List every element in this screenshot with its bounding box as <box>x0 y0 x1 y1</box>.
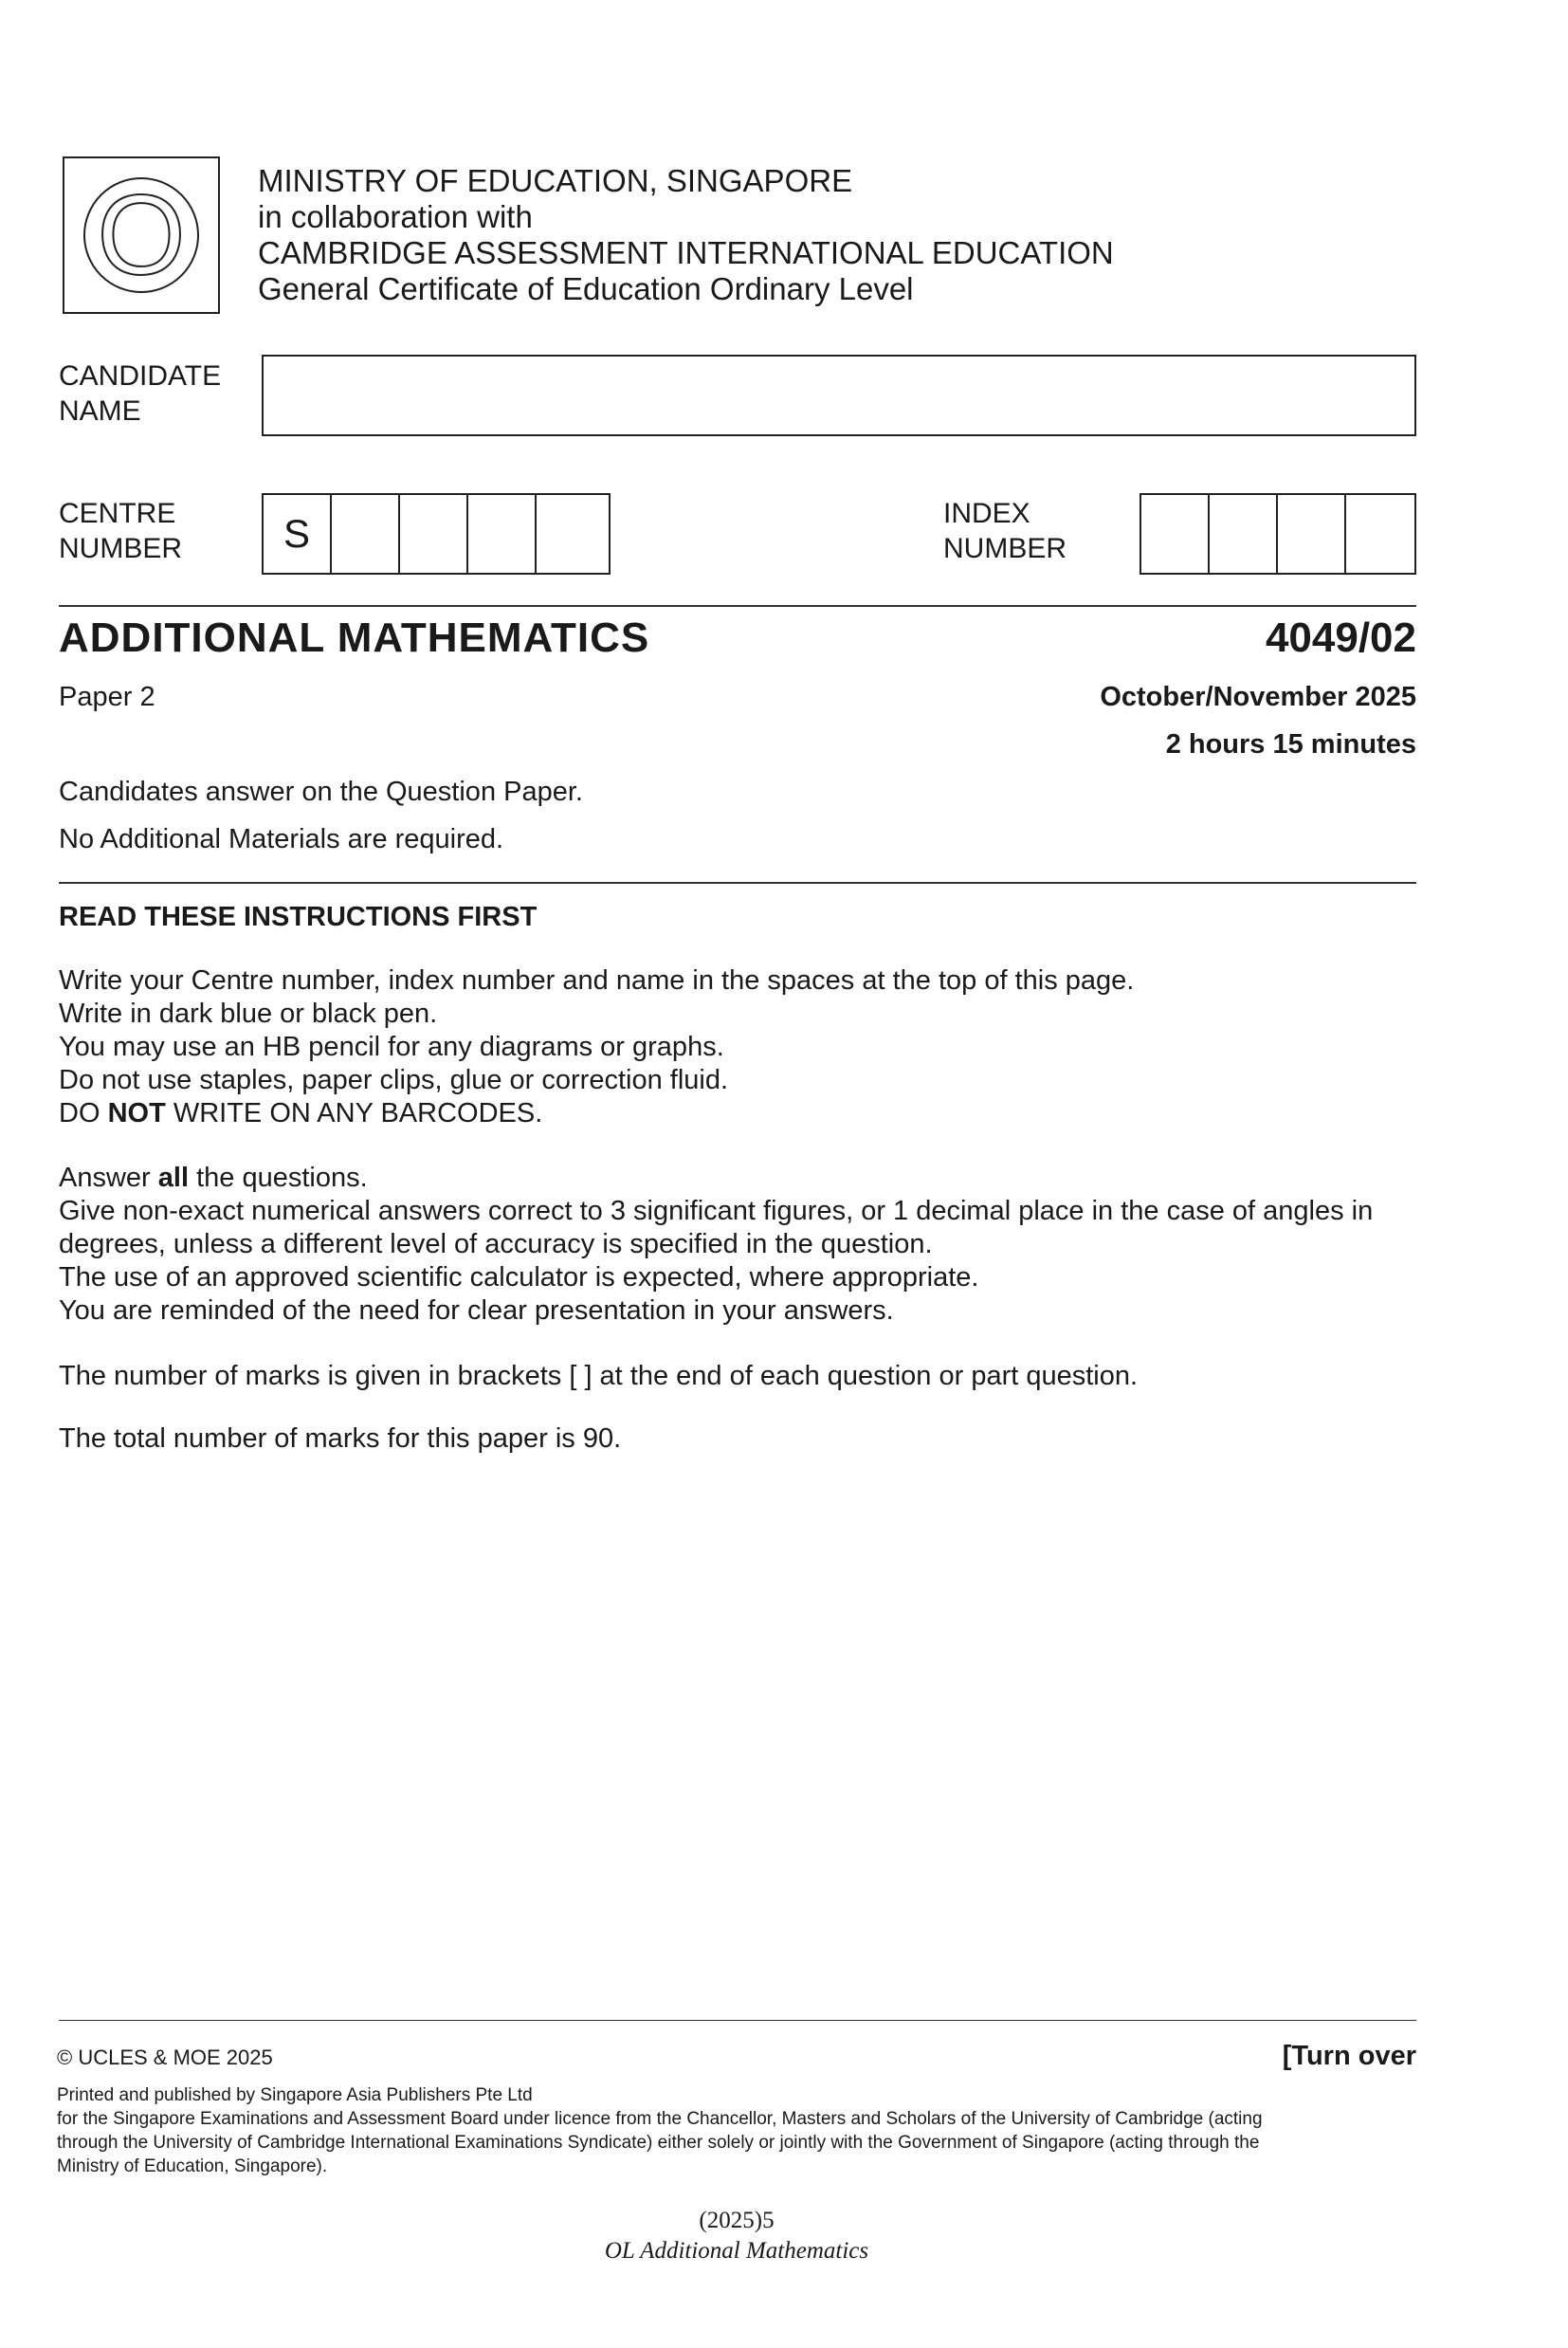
exam-logo <box>63 156 220 314</box>
instruction-line-barcodes <box>59 1097 1134 1130</box>
header-line-certificate: General Certificate of Education Ordinary Level <box>258 271 914 306</box>
instruction-line: The use of an approved scientific calculator is expected, where appropriate. <box>59 1262 979 1293</box>
centre-number-label-line1: CENTRE <box>59 498 176 529</box>
index-number-digit-box[interactable] <box>1346 495 1414 573</box>
publisher-line: Ministry of Education, Singapore). <box>57 2156 328 2176</box>
centre-number-digit-box[interactable] <box>400 495 468 573</box>
divider <box>59 882 1416 884</box>
footer-subject: OL Additional Mathematics <box>604 2238 869 2264</box>
centre-number-digit-box[interactable] <box>332 495 400 573</box>
logo-letter: O <box>97 172 186 299</box>
instruction-line-answer-all <box>59 1162 1373 1195</box>
instruction-text: Answer <box>59 1163 158 1193</box>
materials-line-2: No Additional Materials are required. <box>59 824 504 854</box>
exam-duration: 2 hours 15 minutes <box>1165 729 1416 760</box>
instruction-line: Give non-exact numerical answers correct to 3 significant figures, or 1 decimal place in the case of angles in <box>59 1196 1374 1226</box>
copyright: © UCLES & MOE 2025 <box>57 2045 273 2069</box>
footer-divider <box>59 2020 1416 2021</box>
centre-number-boxes <box>262 493 611 575</box>
paper-code: 4049/02 <box>1265 615 1416 661</box>
instructions-block-1 <box>59 964 1134 1130</box>
candidate-name-label <box>59 358 221 429</box>
index-number-digit-box[interactable] <box>1141 495 1210 573</box>
exam-session: October/November 2025 <box>1100 682 1416 712</box>
centre-number-label-line2: NUMBER <box>59 533 183 564</box>
candidate-name-label-line2: NAME <box>59 395 141 427</box>
total-marks-note: The total number of marks for this paper is 90. <box>59 1423 622 1454</box>
marks-note: The number of marks is given in brackets [ ] at the end of each question or part question. <box>59 1361 1139 1391</box>
index-number-boxes <box>1140 493 1416 575</box>
index-number-label-line1: INDEX <box>943 498 1030 529</box>
instruction-line: Write in dark blue or black pen. <box>59 999 438 1029</box>
index-number-digit-box[interactable] <box>1278 495 1346 573</box>
paper-number: Paper 2 <box>59 682 155 712</box>
instruction-text: DO <box>59 1098 108 1128</box>
publisher-line: Printed and published by Singapore Asia Publishers Pte Ltd <box>57 2085 533 2105</box>
materials-line-1: Candidates answer on the Question Paper. <box>59 777 583 807</box>
turn-over: [Turn over <box>1282 2041 1416 2071</box>
instruction-text: WRITE ON ANY BARCODES. <box>165 1098 543 1128</box>
index-number-digit-box[interactable] <box>1210 495 1278 573</box>
exam-board-header <box>258 163 1114 307</box>
instruction-text: the questions. <box>189 1163 368 1193</box>
centre-number-digit-box[interactable] <box>468 495 537 573</box>
header-line-ministry: MINISTRY OF EDUCATION, SINGAPORE <box>258 163 853 198</box>
instruction-line: Do not use staples, paper clips, glue or correction fluid. <box>59 1065 729 1095</box>
instruction-emphasis: NOT <box>107 1098 166 1128</box>
subject-title: ADDITIONAL MATHEMATICS <box>59 615 650 661</box>
instruction-line: You may use an HB pencil for any diagrams or graphs. <box>59 1032 724 1062</box>
instructions-block-2 <box>59 1162 1373 1328</box>
centre-number-label <box>59 496 182 566</box>
index-number-label-line2: NUMBER <box>943 533 1067 564</box>
index-number-label <box>943 496 1067 566</box>
instructions-heading: READ THESE INSTRUCTIONS FIRST <box>59 902 538 932</box>
instruction-emphasis: all <box>157 1163 190 1193</box>
centre-number-prefix: S <box>264 495 332 573</box>
publisher-line: through the University of Cambridge International Examinations Syndicate) either solely or jointly with the Government of Singapore (acting through the <box>57 2133 1260 2153</box>
header-line-collab: in collaboration with <box>258 199 533 234</box>
candidate-name-field[interactable] <box>262 355 1416 436</box>
centre-number-digit-box[interactable] <box>537 495 605 573</box>
publisher-info <box>57 2083 1416 2178</box>
header-line-cambridge: CAMBRIDGE ASSESSMENT INTERNATIONAL EDUCATION <box>258 235 1114 270</box>
publisher-line: for the Singapore Examinations and Assessment Board under licence from the Chancellor, Masters and Scholars of the University of Cambridge (acting <box>57 2109 1263 2129</box>
instruction-line: degrees, unless a different level of accuracy is specified in the question. <box>59 1229 933 1259</box>
instruction-line: You are reminded of the need for clear presentation in your answers. <box>59 1295 894 1326</box>
candidate-name-label-line1: CANDIDATE <box>59 360 222 392</box>
divider <box>59 605 1416 607</box>
print-code: (2025)5 <box>699 2208 775 2233</box>
instruction-line: Write your Centre number, index number and name in the spaces at the top of this page. <box>59 965 1135 996</box>
